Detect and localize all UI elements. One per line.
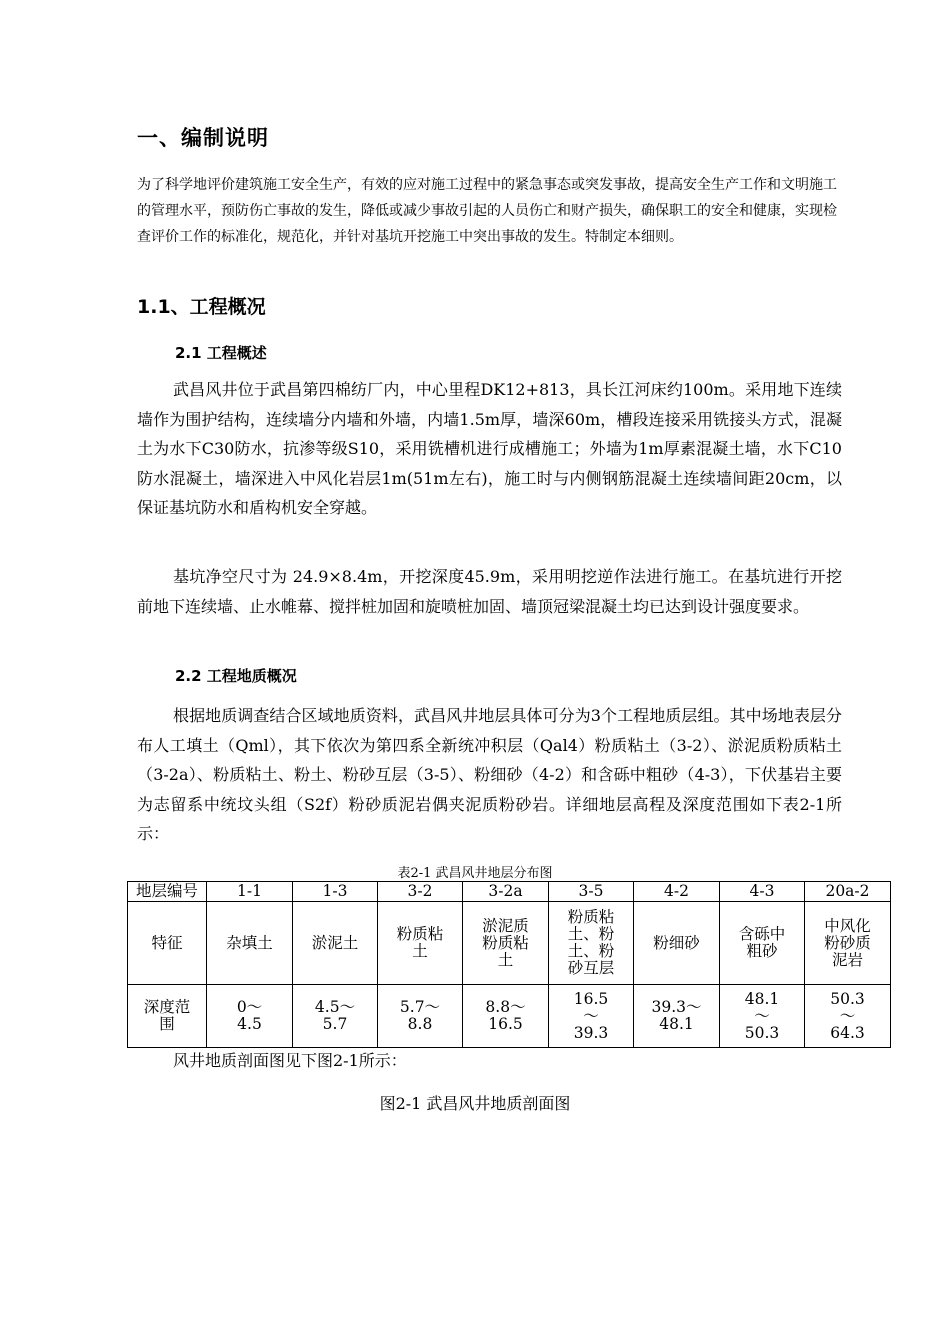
feature-cell: 粉质粘土 — [378, 902, 463, 985]
row-label-depth: 深度范围 — [128, 985, 207, 1048]
overview-paragraph-2: 基坑净空尺寸为 24.9×8.4m，开挖深度45.9m，采用明挖逆作法进行施工。在基坑进行开挖前地下连续墙、止水帷幕、搅拌桩加固和旋喷桩加固、墙顶冠梁混凝土均已达到设计强度要求。 — [137, 567, 842, 616]
figure-reference-text: 风井地质剖面图见下图2-1所示： — [173, 1051, 407, 1070]
overview-paragraph-1: 武昌风井位于武昌第四棉纺厂内，中心里程DK12+813，具长江河床约100m。采用地下连续墙作为围护结构，连续墙分内墙和外墙，内墙1.5m厚，墙深60m，槽段连接采用铣接头方式，混凝土为水下C30防水，抗渗等级S10，采用铣槽机进行成槽施工；外墙为1m厚素混凝土墙，水下C10防水混凝土，墙深进入中风化岩层1m(51m左右)，施工时与内侧钢筋混凝土连续墙间距20cm，以保证基坑防水和盾构机安全穿越。 — [137, 380, 842, 517]
feature-cell: 粉质粘土、粉土、粉砂互层 — [549, 902, 634, 985]
subsection-title-2-2: 2.2 工程地质概况 — [175, 667, 297, 685]
table-row-features — [128, 902, 891, 985]
table-caption: 表2-1 武昌风井地层分布图 — [397, 866, 553, 881]
code-cell: 4-2 — [634, 882, 720, 902]
depth-cell: 48.1～50.3 — [720, 985, 805, 1048]
feature-cell: 中风化粉砂质泥岩 — [805, 902, 891, 985]
depth-cell: 5.7～8.8 — [378, 985, 463, 1048]
row-label-feature: 特征 — [128, 902, 207, 985]
code-cell: 1-1 — [207, 882, 293, 902]
figure-caption: 图2-1 武昌风井地质剖面图 — [379, 1094, 571, 1113]
section-title-project-overview: 1.1、工程概况 — [137, 296, 266, 318]
code-cell: 20a-2 — [805, 882, 891, 902]
table-row-codes — [128, 882, 891, 902]
depth-cell: 0～4.5 — [207, 985, 293, 1048]
feature-cell: 含砾中粗砂 — [720, 902, 805, 985]
depth-cell: 16.5～39.3 — [549, 985, 634, 1048]
feature-cell: 粉细砂 — [634, 902, 720, 985]
subsection-title-2-1: 2.1 工程概述 — [175, 344, 267, 362]
code-cell: 1-3 — [293, 882, 378, 902]
code-cell: 3-2a — [463, 882, 549, 902]
depth-cell: 4.5～5.7 — [293, 985, 378, 1048]
code-cell: 3-2 — [378, 882, 463, 902]
depth-cell: 50.3～64.3 — [805, 985, 891, 1048]
section-title-compilation: 一、编制说明 — [137, 126, 269, 150]
depth-cell: 8.8～16.5 — [463, 985, 549, 1048]
depth-cell: 39.3～48.1 — [634, 985, 720, 1048]
compilation-paragraph: 为了科学地评价建筑施工安全生产，有效的应对施工过程中的紧急事态或突发事故，提高安全生产工作和文明施工的管理水平，预防伤亡事故的发生，降低或减少事故引起的人员伤亡和财产损失，确保职工的安全和健康，实现检查评价工作的标准化，规范化，并针对基坑开挖施工中突出事故的发生。特制定本细则。 — [137, 177, 837, 245]
code-cell: 4-3 — [720, 882, 805, 902]
strata-table — [127, 881, 891, 1048]
feature-cell: 淤泥土 — [293, 902, 378, 985]
feature-cell: 淤泥质粉质粘土 — [463, 902, 549, 985]
table-row-depths — [128, 985, 891, 1048]
feature-cell: 杂填土 — [207, 902, 293, 985]
row-label-code: 地层编号 — [128, 882, 207, 902]
code-cell: 3-5 — [549, 882, 634, 902]
geology-paragraph: 根据地质调查结合区域地质资料，武昌风井地层具体可分为3个工程地质层组。其中场地表层分布人工填土（Qml），其下依次为第四系全新统冲积层（Qal4）粉质粘土（3-2）、淤泥质粉质粘土（3-2a）、粉质粘土、粉土、粉砂互层（3-5）、粉细砂（4-2）和含砾中粗砂（4-3），下伏基岩主要为志留系中统坟头组（S2f）粉砂质泥岩偶夹泥质粉砂岩。详细地层高程及深度范围如下表2-1所示： — [137, 706, 842, 843]
